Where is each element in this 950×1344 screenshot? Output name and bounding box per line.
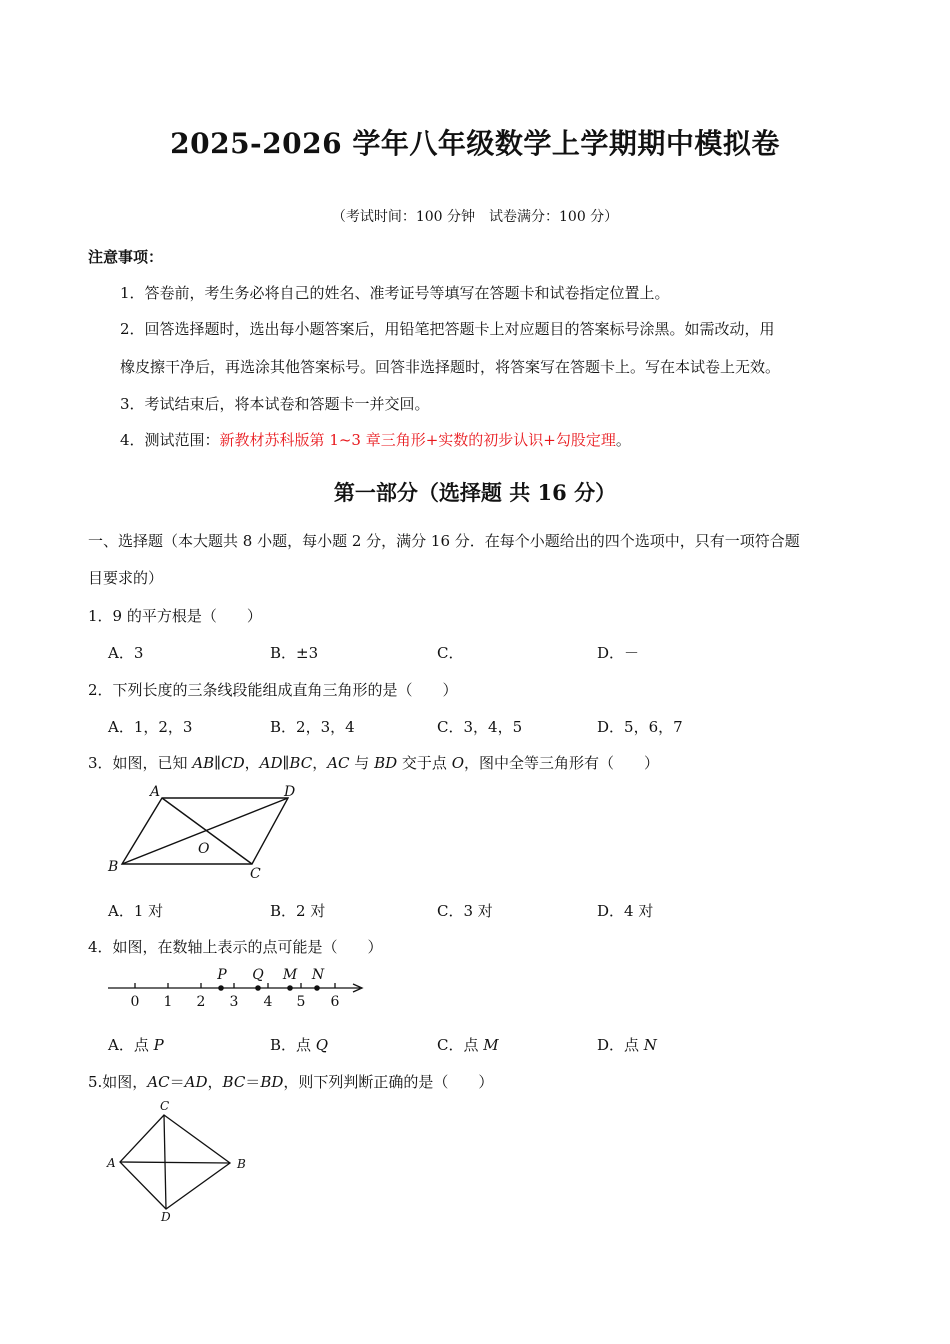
q1-option-d: D．－ [597, 644, 640, 662]
q4-option-b-text: B．点 [270, 1036, 316, 1054]
q3-stem-part: ，图中全等三角形有（ ） [464, 754, 660, 772]
label-o: O [198, 841, 210, 857]
point-m [287, 985, 293, 991]
q4-option-a-text: A．点 [108, 1036, 154, 1054]
q3-option-b: B．2 对 [270, 902, 326, 920]
point-label-p: P [217, 967, 227, 983]
tick-label: 0 [130, 994, 140, 1010]
label-b: B [108, 859, 119, 875]
q3-stem-part: 与 [349, 754, 375, 772]
q3-stem-part: 3．如图，已知 [88, 754, 193, 772]
q4-option-b [270, 1034, 328, 1055]
exam-subtitle: （考试时间：100 分钟 试卷满分：100 分） [331, 209, 619, 225]
q4-option-c-var: M [483, 1036, 499, 1054]
q3-stem-var: AC [327, 754, 350, 772]
notes-heading: 注意事项： [88, 248, 164, 266]
q5-stem-var: AC [147, 1073, 170, 1091]
q4-option-d-text: D．点 [597, 1036, 644, 1054]
exam-title: 2025-2026 学年八年级数学上学期期中模拟卷 [170, 127, 780, 160]
q5-stem [88, 1071, 493, 1092]
q5-stem-part: ＝ [245, 1073, 261, 1091]
note-2: 2．回答选择题时，选出每小题答案后，用铅笔把答题卡上对应题目的答案标号涂黑。如需改动，用 [120, 320, 775, 338]
q3-stem-part: ， [312, 754, 328, 772]
q3-stem [88, 752, 659, 773]
note-1: 1．答卷前，考生务必将自己的姓名、准考证号等填写在答题卡和试卷指定位置上。 [120, 284, 670, 302]
q4-stem: 4．如图，在数轴上表示的点可能是（ ） [88, 938, 383, 956]
q5-stem-var: BC [222, 1073, 246, 1091]
label-c: C [250, 866, 261, 882]
note-4-prefix: 4．测试范围： [120, 431, 220, 449]
q3-option-c: C．3 对 [437, 902, 493, 920]
label-d: D [161, 1210, 171, 1224]
note-2-cont: 橡皮擦干净后，再选涂其他答案标号。回答非选择题时，将答案写在答题卡上。写在本试卷上无效。 [120, 358, 781, 376]
note-4 [120, 429, 631, 450]
diagonal-ab [120, 1162, 230, 1163]
q5-stem-var: BD [260, 1073, 284, 1091]
q5-stem-part: ，则下列判断正确的是（ ） [283, 1073, 494, 1091]
q5-kite-figure [100, 1094, 270, 1224]
q1-option-c: C． [437, 644, 464, 662]
q2-option-c: C．3，4，5 [437, 718, 523, 736]
q2-option-a: A．1，2，3 [108, 718, 193, 736]
tick-label: 6 [330, 994, 340, 1010]
q5-stem-part: ， [207, 1073, 223, 1091]
label-c: C [160, 1099, 170, 1113]
tick-label: 5 [296, 994, 306, 1010]
q3-stem-var: BD [374, 754, 398, 772]
label-a: A [107, 1156, 116, 1170]
q5-stem-part: 5.如图， [88, 1073, 148, 1091]
q3-stem-var: AB∥CD [192, 754, 245, 772]
q1-option-a: A．3 [108, 644, 144, 662]
label-a: A [150, 784, 161, 800]
point-q [255, 985, 261, 991]
q4-option-b-var: Q [315, 1036, 329, 1054]
q1-stem: 1．9 的平方根是（ ） [88, 607, 262, 625]
q5-stem-part: ＝ [169, 1073, 185, 1091]
point-label-n: N [311, 967, 325, 983]
q4-option-a-var: P [153, 1036, 164, 1054]
tick-label: 2 [196, 994, 206, 1010]
point-label-m: M [282, 967, 298, 983]
tick-label: 3 [229, 994, 239, 1010]
point-n [314, 985, 320, 991]
q4-option-d [597, 1034, 657, 1055]
tick-label: 1 [163, 994, 173, 1010]
section1-line2: 目要求的） [88, 569, 164, 587]
q2-option-b: B．2，3，4 [270, 718, 355, 736]
q3-stem-var: O [451, 754, 464, 772]
q3-parallelogram-figure [100, 778, 320, 888]
section1-line1: 一、选择题（本大题共 8 小题，每小题 2 分，满分 16 分．在每个小题给出的四个选项中，只有一项符合题 [88, 532, 800, 550]
q4-option-c [437, 1034, 499, 1055]
q4-option-d-var: N [643, 1036, 657, 1054]
point-label-q: Q [252, 967, 264, 983]
q4-option-a [108, 1034, 164, 1055]
q2-stem: 2．下列长度的三条线段能组成直角三角形的是（ ） [88, 681, 458, 699]
q3-option-a: A．1 对 [108, 902, 164, 920]
tick-label: 4 [263, 994, 273, 1010]
note-3: 3．考试结束后，将本试卷和答题卡一并交回。 [120, 395, 430, 413]
q1-option-b: B．±3 [270, 644, 319, 662]
label-d: D [284, 784, 296, 800]
q4-option-c-text: C．点 [437, 1036, 484, 1054]
part1-heading: 第一部分（选择题 共 16 分） [333, 480, 617, 505]
q2-option-d: D．5，6，7 [597, 718, 683, 736]
q4-number-line-figure [100, 962, 380, 1012]
q3-option-d: D．4 对 [597, 902, 654, 920]
q3-stem-part: ， [244, 754, 260, 772]
note-4-suffix: 。 [615, 431, 631, 449]
point-p [218, 985, 224, 991]
q5-stem-var: AD [184, 1073, 208, 1091]
note-4-scope: 新教材苏科版第 1~3 章三角形+实数的初步认识+勾股定理 [219, 431, 616, 449]
q3-stem-part: 交于点 [397, 754, 452, 772]
label-b: B [237, 1157, 246, 1171]
q3-stem-var: AD∥BC [259, 754, 313, 772]
